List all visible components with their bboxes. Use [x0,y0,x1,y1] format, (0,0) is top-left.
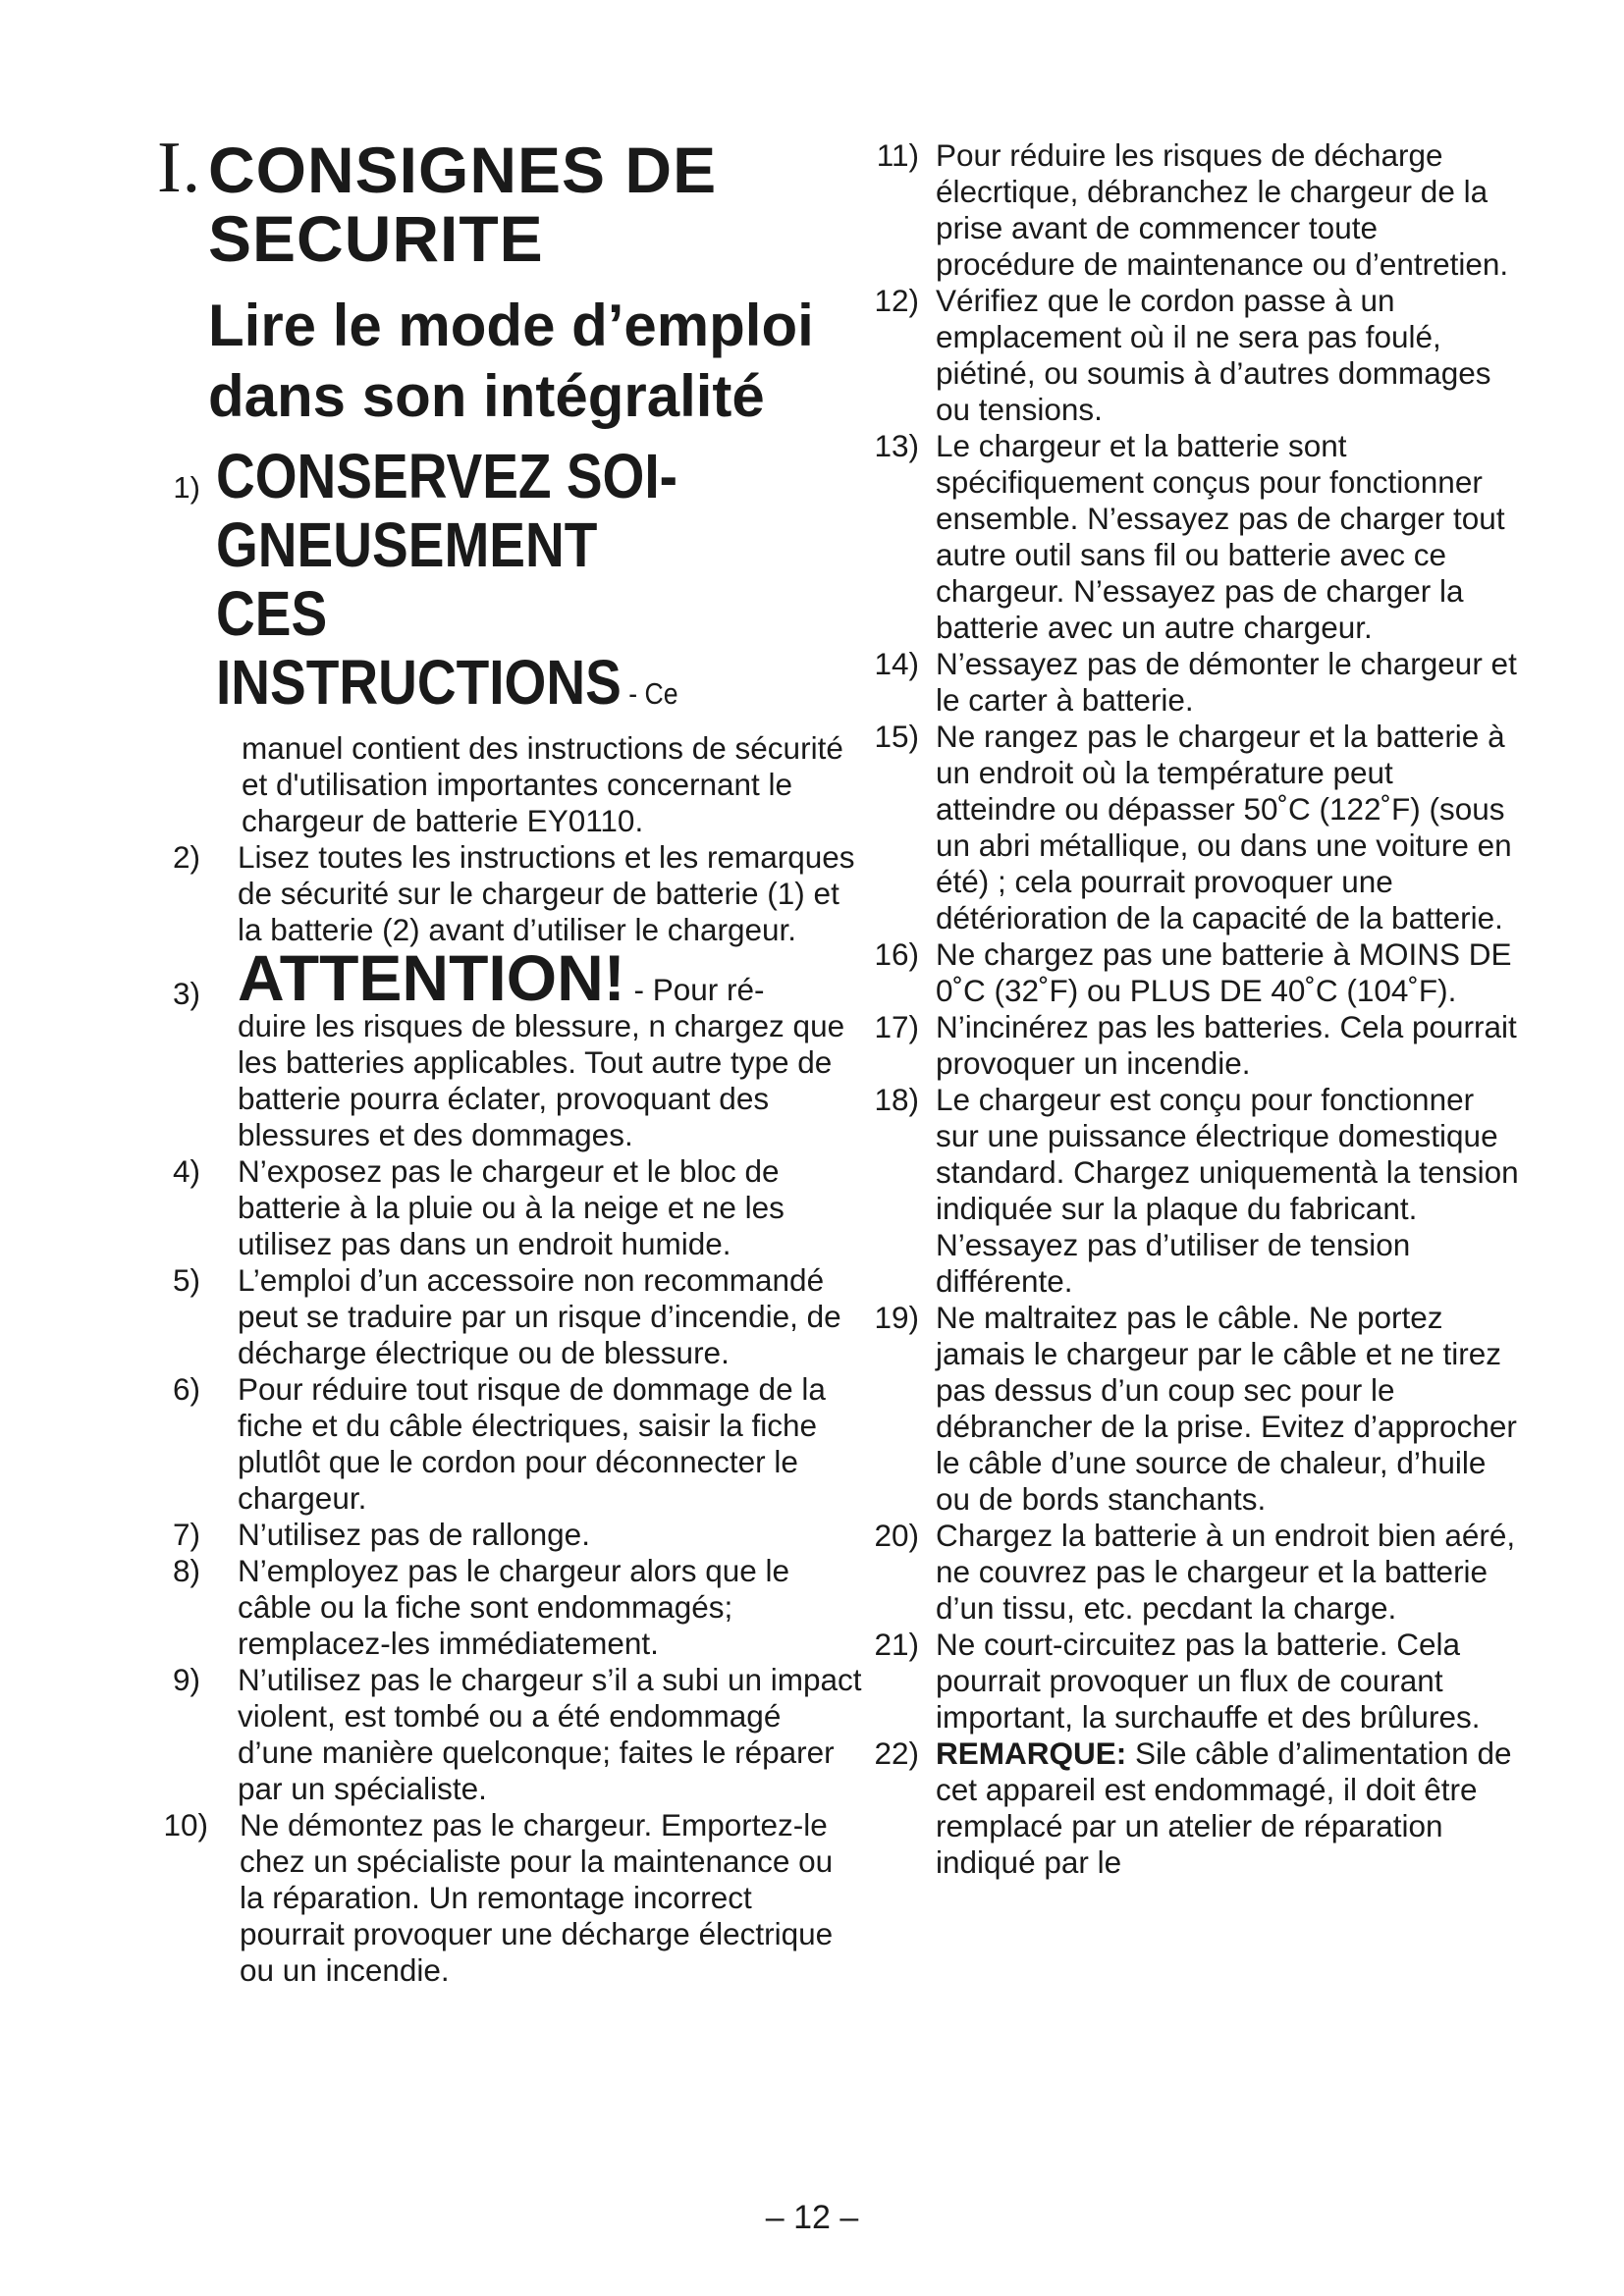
item-number: 11) [876,137,919,173]
item-text: Le chargeur est conçu pour fonctionner sur une puissance électrique domestique standard. Chargez uniquementà la tension indiquée sur la plaque du fabricant. N’essayez pas d’utiliser de tension différente. [936,1082,1519,1299]
item-text: Pour réduire les risques de décharge élecrtique, débranchez le chargeur de la prise avant de commencer toute procédure de maintenance ou d’entretien. [936,137,1509,282]
list-item [862,1735,1522,1881]
item-number: 10) [163,1807,208,1842]
list-item [862,1082,1522,1300]
item-number: 14) [874,646,919,681]
item-number: 3) [172,976,200,1011]
list-item [157,1371,864,1517]
item-heading-suffix: - Ce [621,676,678,711]
item-text: L’emploi d’un accessoire non recommandé peut se traduire par un risque d’incendie, de décharge électrique ou de blessure. [238,1262,841,1370]
item-text: Sile câble d’alimentation de cet appareil est endommagé, il doit être remplacé par un atelier de réparation indiqué par le [936,1735,1512,1880]
list-item [862,428,1522,646]
right-column [862,137,1522,1881]
item-number: 21) [874,1627,919,1662]
list-item [862,719,1522,936]
item-number: 5) [172,1262,200,1298]
item-text: Ne démontez pas le chargeur. Emportez-le chez un spécialiste pour la maintenance ou la réparation. Un remontage incorrect pourrait provoquer une décharge électrique ou un incendie. [240,1807,834,1988]
item-text: N’utilisez pas de rallonge. [238,1517,590,1552]
item-heading-line1: CONSERVEZ SOI- [216,441,677,511]
item-text: N’incinérez pas les batteries. Cela pourrait provoquer un incendie. [936,1009,1517,1081]
item-number: 16) [874,936,919,972]
item-text: N’essayez pas de démonter le chargeur et le carter à batterie. [936,646,1517,718]
list-item [157,1662,864,1807]
item-number: 13) [874,428,919,463]
attention-heading: ATTENTION! [238,941,625,1014]
item-number: 20) [874,1518,919,1553]
item-heading [216,442,689,728]
item-text: Ne chargez pas une batterie à MOINS DE 0˚C (32˚F) ou PLUS DE 40˚C (104˚F). [936,936,1512,1008]
list-item [157,1153,864,1262]
item-number: 8) [172,1553,200,1588]
item-text: Le chargeur et la batterie sont spécifiquement conçus pour fonctionner ensemble. N’essayez pas de charger tout autre outil sans fil ou batterie avec ce chargeur. N’essayez pas de charger la batterie avec un autre chargeur. [936,428,1505,645]
page-number: – 12 – [765,2199,859,2236]
section-title [157,128,864,275]
item-number: 2) [172,839,200,875]
item-number: 19) [874,1300,919,1335]
list-item [157,1517,864,1553]
item-number: 4) [172,1153,200,1189]
list-item [157,1807,864,1989]
section-title-line1: CONSIGNES DE [208,133,718,206]
section-title-line2: SECURITE [208,202,544,275]
item-number: 18) [874,1082,919,1117]
item-number: 6) [172,1371,200,1407]
list-item [862,137,1522,283]
item-text: Lisez toutes les instructions et les remarques de sécurité sur le chargeur de batterie (1) et la batterie (2) avant d’utiliser le chargeur. [238,839,855,947]
item-text: N’utilisez pas le chargeur s’il a subi un impact violent, est tombé ou a été endommagé d’une manière quelconque; faites le réparer par un spécialiste. [238,1662,862,1806]
item-text: Ne rangez pas le chargeur et la batterie à un endroit où la température peut atteindre ou dépasser 50˚C (122˚F) (sous un abri métallique, ou dans une voiture en été) ; cela pourrait provoquer une détérioration de la capacité de la batterie. [936,719,1512,935]
item-heading-suffix: - Pour ré- [624,972,765,1007]
item-number: 22) [874,1735,919,1771]
list-item [157,1262,864,1371]
list-item [862,1627,1522,1735]
item-number: 15) [874,719,919,754]
item-number: 9) [172,1662,200,1697]
section-roman-numeral: I. [157,128,202,208]
item-text: manuel contient des instructions de sécurité et d'utilisation importantes concernant le chargeur de batterie EY0110. [242,730,843,838]
list-item [157,941,864,1153]
item-text: Chargez la batterie à un endroit bien aéré, ne couvrez pas le chargeur et la batterie d’un tissu, etc. pecdant la charge. [936,1518,1516,1626]
list-item [862,283,1522,428]
list-item [862,936,1522,1009]
item-number: 7) [172,1517,200,1552]
list-item [157,839,864,948]
item-number: 1) [173,470,200,505]
list-item [157,1553,864,1662]
item-heading-line2: GNEUSEMENT CES [216,509,598,649]
item-text: N’employez pas le chargeur alors que le câble ou la fiche sont endommagés; remplacez-les immédiatement. [238,1553,790,1661]
item-text: Ne maltraitez pas le câble. Ne portez jamais le chargeur par le câble et ne tirez pas dessus d’un coup sec pour le débrancher de la prise. Evitez d’approcher le câble d’une source de chaleur, d’huile ou de bords stanchants. [936,1300,1517,1517]
subtitle-line1: Lire le mode d’emploi [208,293,814,358]
list-item [862,646,1522,719]
left-column [157,128,864,1989]
item-text: Pour réduire tout risque de dommage de la fiche et du câble électriques, saisir la fiche plutlôt que le cordon pour déconnecter le chargeur. [238,1371,826,1516]
item-text: Ne court-circuitez pas la batterie. Cela pourrait provoquer un flux de courant important, la surchauffe et des brûlures. [936,1627,1481,1735]
list-item [157,442,864,839]
list-item [862,1518,1522,1627]
item-number: 12) [874,283,919,318]
subtitle-line2: dans son intégralité [208,363,765,429]
item-heading-line3: INSTRUCTIONS [216,647,622,718]
list-item [862,1009,1522,1082]
list-item [862,1300,1522,1518]
remarque-label: REMARQUE: [936,1735,1127,1771]
item-number: 17) [874,1009,919,1044]
item-text: N’exposez pas le chargeur et le bloc de batterie à la pluie ou à la neige et ne les utilisez pas dans un endroit humide. [238,1153,785,1261]
item-text: duire les risques de blessure, n chargez que les batteries applicables. Tout autre type de batterie pourra éclater, provoquant des blessures et des dommages. [238,1008,845,1152]
section-subtitle [208,291,864,432]
item-text: Vérifiez que le cordon passe à un emplacement où il ne sera pas foulé, piétiné, ou soumis à d’autres dommages ou tensions. [936,283,1491,427]
